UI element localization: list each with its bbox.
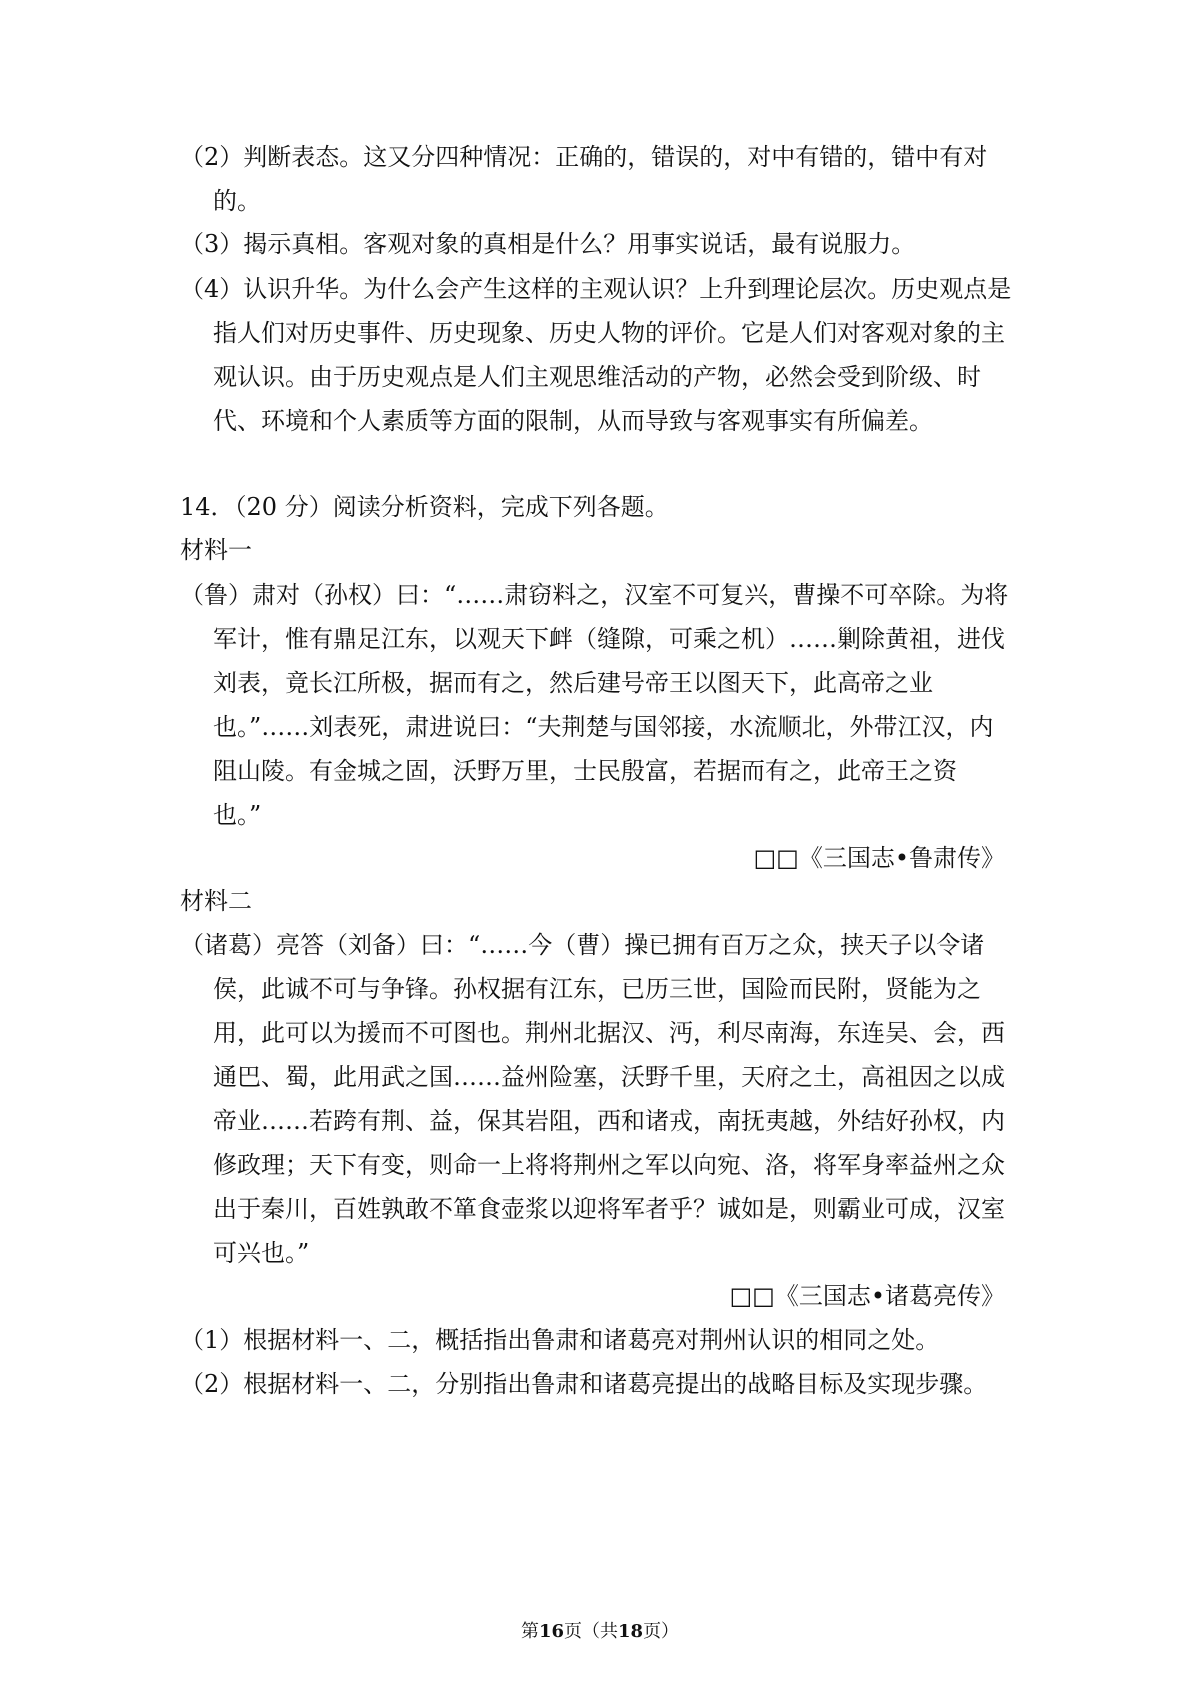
item-3-line-1: （3）揭示真相。客观对象的真相是什么？用事实说话，最有说服力。	[180, 230, 916, 258]
item-2-line-1: （2）判断表态。这又分四种情况：正确的，错误的，对中有错的，错中有对	[180, 143, 988, 171]
item-4-line-1: （4）认识升华。为什么会产生这样的主观认识？上升到理论层次。历史观点是	[180, 275, 1012, 303]
material-2-line: 帝业……若跨有荆、益，保其岩阻，西和诸戎，南抚夷越，外结好孙权，内	[213, 1107, 1005, 1135]
material-1-line: （鲁）肃对（孙权）曰：“……肃窃料之，汉室不可复兴，曹操不可卒除。为将	[180, 581, 1009, 609]
item-4-line-2: 指人们对历史事件、历史现象、历史人物的评价。它是人们对客观对象的主	[213, 319, 1005, 347]
material-2-label: 材料二	[180, 887, 252, 915]
material-1-line: 刘表，竟长江所极，据而有之，然后建号帝王以图天下，此高帝之业	[213, 669, 933, 697]
sub-question-2: （2）根据材料一、二，分别指出鲁肃和诸葛亮提出的战略目标及实现步骤。	[180, 1370, 988, 1398]
material-2-line: 通巴、蜀，此用武之国……益州险塞，沃野千里，天府之土，高祖因之以成	[213, 1063, 1005, 1091]
item-4-line-3: 观认识。由于历史观点是人们主观思维活动的产物，必然会受到阶级、时	[213, 363, 981, 391]
material-1-line: 也。”……刘表死，肃进说曰：“夫荆楚与国邻接，水流顺北，外带江汉，内	[213, 713, 994, 741]
material-1-line: 阻山陵。有金城之固，沃野万里，士民殷富，若据而有之，此帝王之资	[213, 757, 957, 785]
material-2-line: 用，此可以为援而不可图也。荆州北据汉、沔，利尽南海，东连吴、会，西	[213, 1019, 1005, 1047]
page-footer	[0, 1621, 1200, 1643]
material-2-line: 侯，此诚不可与争锋。孙权据有江东，已历三世，国险而民附，贤能为之	[213, 975, 981, 1003]
footer-page-number: 16	[538, 1621, 564, 1642]
material-2-line: （诸葛）亮答（刘备）曰：“……今（曹）操已拥有百万之众，挟天子以令诸	[180, 931, 985, 959]
item-4-line-4: 代、环境和个人素质等方面的限制，从而导致与客观事实有所偏差。	[213, 407, 933, 435]
footer-prefix: 第	[520, 1621, 539, 1642]
question-14-header: 14．（20 分）阅读分析资料，完成下列各题。	[180, 493, 669, 521]
material-1-line: 军计，惟有鼎足江东，以观天下衅（缝隙，可乘之机）……剿除黄祖，进伐	[213, 625, 1005, 653]
material-1-source: □□《三国志•鲁肃传》	[753, 844, 1005, 872]
footer-middle: 页（共	[564, 1621, 618, 1642]
material-1-label: 材料一	[180, 536, 252, 564]
footer-total-pages: 18	[618, 1621, 644, 1642]
material-2-source: □□《三国志•诸葛亮传》	[729, 1282, 1005, 1310]
item-2-line-2: 的。	[213, 187, 261, 215]
sub-question-1: （1）根据材料一、二，概括指出鲁肃和诸葛亮对荆州认识的相同之处。	[180, 1326, 940, 1354]
material-2-line: 可兴也。”	[213, 1239, 310, 1267]
material-1-line: 也。”	[213, 801, 262, 829]
material-2-line: 修政理；天下有变，则命一上将将荆州之军以向宛、洛，将军身率益州之众	[213, 1151, 1005, 1179]
material-2-line: 出于秦川，百姓孰敢不箪食壶浆以迎将军者乎？诚如是，则霸业可成，汉室	[213, 1195, 1005, 1223]
footer-suffix: 页）	[643, 1621, 680, 1642]
